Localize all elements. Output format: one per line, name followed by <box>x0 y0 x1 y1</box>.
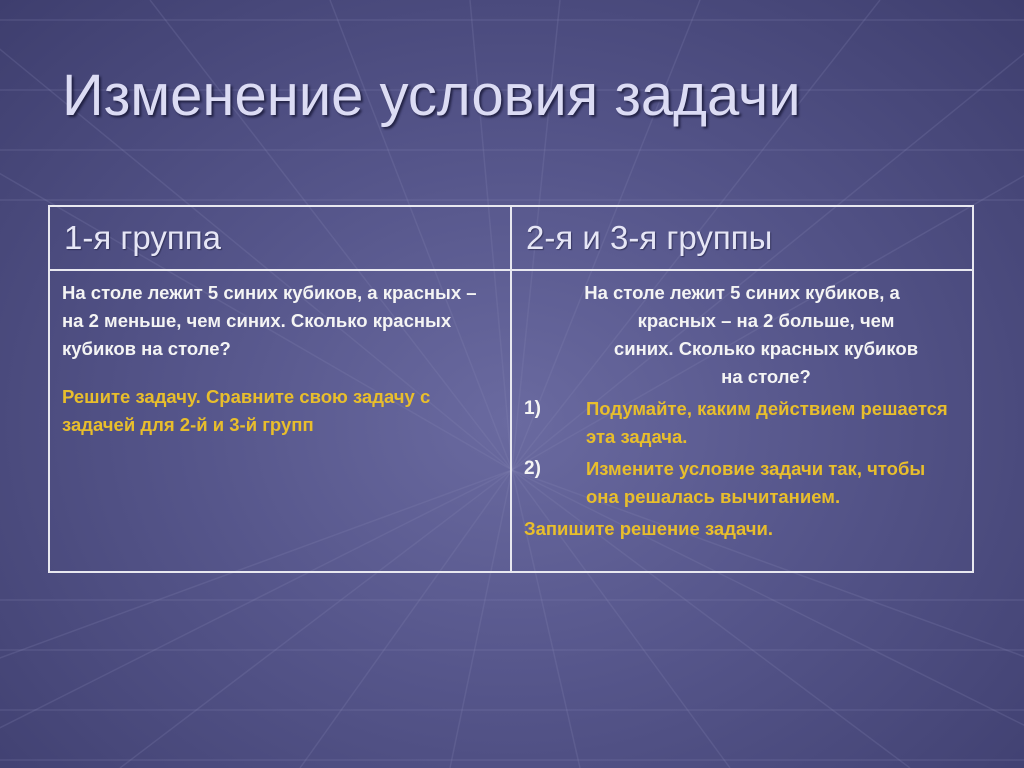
table-body-row <box>49 270 973 572</box>
problem-line: На столе лежит 5 синих кубиков, а <box>584 282 900 303</box>
problem-line: синих. Сколько красных кубиков <box>613 338 919 359</box>
header-group-1: 1-я группа <box>49 206 511 270</box>
step-number: 1) <box>524 398 541 419</box>
problem-line: на столе? <box>721 366 811 387</box>
group-1-problem: На столе лежит 5 синих кубиков, а красных – на 2 меньше, чем синих. Сколько красных кубиков на столе? <box>62 282 477 359</box>
final-instruction: Запишите решение задачи. <box>524 518 774 539</box>
task-table <box>48 205 974 573</box>
problem-line: красных – на 2 больше, чем <box>637 310 895 331</box>
slide-title: Изменение условия задачи <box>62 63 801 128</box>
group-1-cell <box>49 270 511 572</box>
step-text: Измените условие задачи так, чтобы она решалась вычитанием. <box>586 458 926 507</box>
table-header-row <box>49 206 973 270</box>
group-1-instruction: Решите задачу. Сравните свою задачу с задачей для 2-й и 3-й групп <box>62 386 431 435</box>
step-text: Подумайте, каким действием решается эта задача. <box>586 398 948 447</box>
steps-list <box>524 395 960 511</box>
list-item <box>524 395 960 451</box>
step-number: 2) <box>524 458 541 479</box>
header-groups-2-3: 2-я и 3-я группы <box>511 206 973 270</box>
list-item <box>524 455 960 511</box>
groups-2-3-cell <box>511 270 973 572</box>
groups-2-3-problem <box>524 279 960 391</box>
